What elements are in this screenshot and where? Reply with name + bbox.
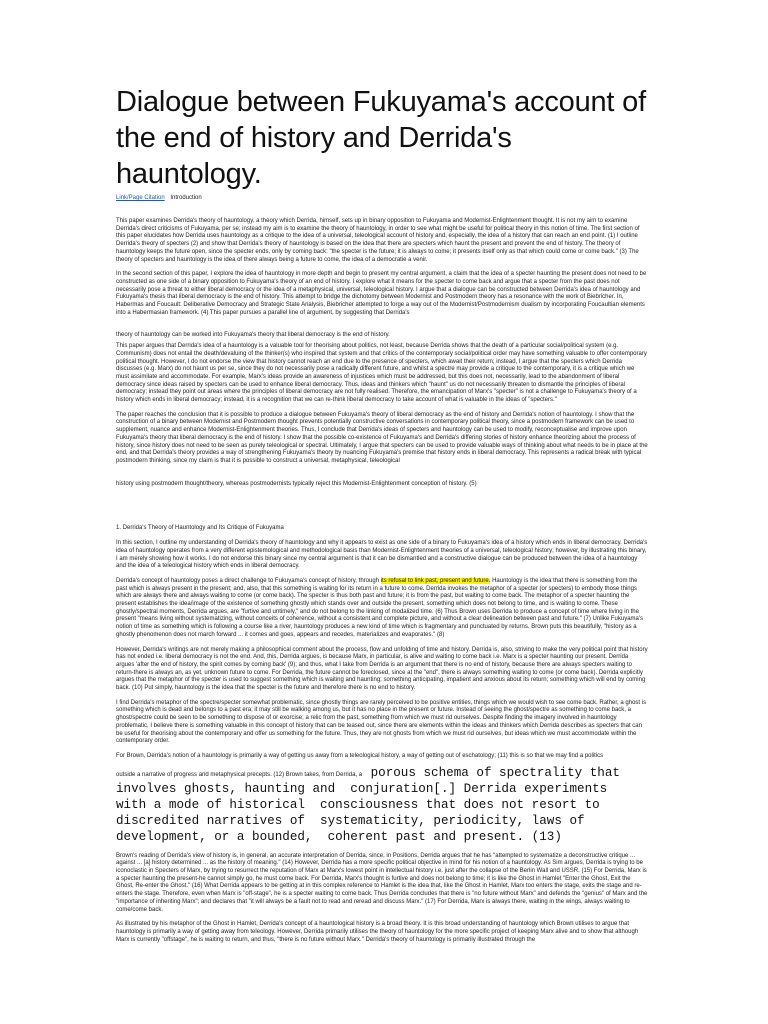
link-page-citation[interactable]: Link/Page Citation xyxy=(116,195,165,201)
paragraph: history using postmodern thought/theory, whereas postmodernists typically reject this Modernist-Enlightenment conception of history. (5) xyxy=(116,480,477,487)
paragraph: theory of hauntology can be worked into Fukuyama's theory that liberal democracy is the end of history. xyxy=(116,332,390,339)
document-body xyxy=(116,84,648,951)
paragraph: I find Derrida's metaphor of the spectre/specter somewhat problematic, since ghostly things are rarely perceived to be positive entities, things which we would wish to see come back. Rather, a ghost is something which is dead and belongs to a past era; it may still be walking among us, but it has no place in the present or future. Instead of seeing the ghost/spectre as something to come back, a ghost/spectre could be seen to be something to dispose of or exorcise; a relic from the past, something from which we must rid ourselves. Despite finding the imagery involved in hauntology problematic, I believe there is something valuable in this concept of history that can be teased out, since there are elements within the ideas and thinkers which Derrida describes as specters that can be useful for theorising about the contemporary and offer us something for the future. Thus, they are not ghosts from which we must rid ourselves, but ideas which we must accommodate within the contemporary order. xyxy=(116,699,647,745)
page-title: Dialogue between Fukuyama's account of the end of history and Derrida's hauntology. xyxy=(116,86,646,190)
paragraph: This paper argues that Derrida's idea of a hauntology is a valuable tool for theorising about politics, not least, because Derrida shows that the death of a particular social/political system (e.g. Communism) does not entail the death/devaluing of the thinker(s) who inspired that system and that critics of the contemporary social/political order may have something valuable to offer contemporary political thought. However, I do not endorse the view that history cannot reach an end due to the presence of specters, which await their return; instead, I argue that the specters which Derrida discusses (e.g. Marx) do not haunt us per se, since they do not necessarily pose a radically different future, and whilst a spectre may provide a critique to the contemporary, it is a critique which we must assimilate and accommodate. For example, Marx's ideas provide an awareness of injustices which must be addressed, but this does not, necessarily, lead to the abandonment of liberal democracy since ideas raised by specters can be used to enhance liberal democracy. Thus, ideas and thinkers which "haunt" us do not necessarily threaten to dismantle the principles of liberal democracy; instead they point out areas where the principles of liberal democracy are not fully realised. Therefore, the emancipation of Marx's "specter" is not a challenge to Fukuyama's theory of a history which ends in liberal democracy; instead, it is a recognition that we can re-think liberal democracy to take account of what is valuable in the ideas of "specters." xyxy=(116,343,647,404)
paragraph: Brown's reading of Derrida's view of history is, in general, an accurate interpretation of Derrida, since, in Positions, Derrida argues that he has "attempted to systematize a deconstructive critique ... against ... [a] history determined ... as the history of meaning." (14) However, Derrida has a more specific political objective in mind for his notion of a hauntology. As Sim argues, Derrida is trying to be iconoclastic in Specters of Marx, by trying to resurrect the reputation of Marx at Marx's lowest point in intellectual history i.e. just after the collapse of the Berlin Wall and USSR. (15) For Derrida, Marx is a specter haunting the present-he cannot simply go, he must come back. For Derrida, Marx's thought is furtive and does not belong to time; it is like the Ghost in Hamlet "Enter the Ghost, Exit the Ghost, Re-enter the Ghost." (16) What Derrida appears to be getting at in this complex reference to Hamlet is the idea that, like the Ghost in Hamlet, Marx too enters the stage, exits the stage and re-enters the stage. Therefore, even when Marx is "off-stage", he is a specter waiting to come back. Thus Derrida concludes that there is "no future without Marx" and defends the "genius" of Marx and the "importance of inheriting Marx"; and declares that "it will always be a fault not to read and reread and discuss Marx." (17) For Derrida, Marx is always there, waiting in the wings, always waiting to come/come back. xyxy=(116,852,648,913)
paragraph: The paper reaches the conclusion that it is possible to produce a dialogue between Fukuyama's theory of liberal democracy as the end of history and Derrida's notion of hauntology. I show that the construction of a binary between Modernist and Postmodern thought prevents potentially constructive conversations in contemporary political theory, since a postmodern framework can be used to supplement, nuance and enhance Modernist-Enlightenment theories. Thus, I conclude that Derrida's ideas of specters and hauntology can be used to modify, reconceptualise and improve upon Fukuyama's theory that liberal democracy is the end of history. I show that the possible co-existence of Fukuyama's and Derrida's differing stories of history enhance theorizing about the process of history, since history does not need to be seen as purely teleological or spectral. Ultimately, I argue that specters can be used to provide valuable ways of thinking about what needs to be in place at the end, and that Derrida's theory provides a way of strengthening Fukuyama's theory by nuancing Fukuyama's premise that history ends in liberal democracy. This represents a radical break with typical postmodern thinking, since my claim is that it is possible to construct a universal, metaphysical, teleological xyxy=(116,411,648,464)
quote-body: involves ghosts, haunting and conjuration[.] Derrida experiments with a mode of historical consciousness that does not resort to discredited narratives of systematicity, periodicity, laws of development, or a bounded, coherent past and present. (13) xyxy=(116,781,608,844)
quote-first-line: porous schema of spectrality that xyxy=(370,765,620,780)
paragraph: However, Derrida's writings are not merely making a philosophical comment about the process, flow and unfolding of time and history. Derrida is, also, striving to make the very political point that history has not ended i.e. liberal democracy is not the end. And, this, Derrida argues, is because Marx, in particular, is alive and waiting to come back i.e. Marx is a specter haunting our present. Derrida argues 'after the end of history, the spirit comes by coming back' (9); and thus, what I take from Derrida is an argument that there is no end of history, because there are always specters waiting to return-there is always an, as yet, unknown future to come. For Derrida, the future cannot be foreclosed, since at the "end", there is always something waiting to come (or come back). Derrida explicitly argues that the metaphor of the specter is used to suggest something which is waiting and haunting; something anticipating, impatient and anxious about its return; something which will end by coming back. (10) Put simply, hauntology is the idea that the specter is the future and therefore there is no end to history. xyxy=(116,646,648,692)
paragraph-with-highlight xyxy=(116,578,648,640)
paragraph-text: Derrida's concept of hauntology poses a direct challenge to Fukuyama's concept of history, through xyxy=(116,577,381,584)
paragraph: For Brown, Derrida's notion of a hauntology is primarily a way of getting us away from a teleological history, a way of getting out of eschatology; (11) this is so that we may find a politics xyxy=(116,752,604,759)
paragraph: This paper examines Derrida's theory of hauntology, a theory which Derrida, himself, sets up in binary opposition to Fukuyama and Modernist-Enlightenment thought. It is not my aim to examine Derrida's direct criticisms of Fukuyama, per se; instead my aim is to examine the theory of hauntology, in order to see what might be useful for political theory in this notion of time. The first section of this paper elucidates how Derrida uses hauntology as a critique to the idea of a universal, teleological account of history and, especially, the idea of a history that can reach an end point. (1) I outline Derrida's theory of specters (2) and show that Derrida's theory of hauntology is based on the idea that there are specters which haunt the present and prevent the end of history. The theory of hauntology keeps the future open, since the specter ends, only by coming back: "the specter is the future; it is always to come; it presents itself only as that which could come or come back." (3) The theory of specters and hauntology is the idea of there always being a future to come, the idea of a democratie a venir. xyxy=(116,218,640,263)
citation-line xyxy=(116,194,648,202)
paragraph: In this section, I outline my understanding of Derrida's theory of hauntology and why it appears to exist as one side of a binary to Fukuyama's idea of a history which ends in liberal democracy. Derrida's idea of hauntology operates from a very different epistemological and methodological basis than Modernist-Enlightenment theories of a universal, teleological history; however, by illustrating this binary, I am merely showing how it works. I do not endorse this binary since my central argument is that it can be dismantled and a constructive dialogue can be produced between the idea of a hauntology and the idea of a teleological history which ends in liberal democracy. xyxy=(116,540,648,570)
section-label: Introduction xyxy=(170,195,202,201)
section-heading: 1. Derrida's Theory of Hauntology and Its Critique of Fukuyama xyxy=(116,525,284,532)
paragraph: In the second section of this paper, I explore the idea of hauntology in more depth and begin to present my central argument, a claim that the idea of a specter haunting the present does not need to be constructed as one side of a binary opposition to Fukuyama's theory of an end of history. I explore what it means for the specter to come back and argue that a specter from the past does not necessarily pose a threat to either liberal democracy or the idea of a metaphysical, universal, teleological history. I argue that a dialogue can be constructed between Derrida's idea of hauntology and Fukuyama's thesis that liberal democracy is the end of history. This attempt to bridge the dichotomy between Modernist and Postmodern theory has a resonance with the work of Biebricher. In, Habermas and Foucault: Deliberative Democracy and Strategic State Analysis, Biebricher attempted to forge a way out of the Modernist/Postmodernism dualism by incorporating Foucaultian elements into a Habermasian framework. (4) This paper pursues a parallel line of argument, by suggesting that Derrida's xyxy=(116,271,647,316)
block-quote xyxy=(116,763,648,845)
highlighted-text: its refusal to link past, present and future. xyxy=(380,577,491,584)
paragraph: As illustrated by his metaphor of the Ghost in Hamlet, Derrida's concept of a hauntological history is a broad theory. It is this broad understanding of hauntology which Brown utilises to argue that hauntology is primarily a way of getting away from teleology. However, Derrida primarily utilises the theory of hauntology for the more specific project of keeping Marx alive and to show that although Marx is currently "offstage", he is waiting to return, and thus, "there is no future without Marx." Derrida's theory of hauntology is primarily illustrated through the xyxy=(116,921,639,943)
paragraph-text: Hauntology is the idea that there is something from the past which is always present in the present; and, also, that this something is waiting for its return in a future to come. Derrida invokes the metaphor of a specter (or specters) to embody those things which are always there and always waiting to come (or come back). The specter is thus both past and future; it is from the past, but waiting to come back. The metaphor of a specter haunting the present establishes the idea/image of the existence of something ghostly which stands over and outside the present, something which does not belong to time, and is waiting to come. These ghostly/spectral moments, Derrida argues, are "furtive and untimely," and do not belong to the linking of modalized time. (6) Thus Brown uses Derrida to produce a concept of time where living in the present "means living without systematizing, without conceits of coherence, without a consistent and complete picture, and without a clear delineation between past and future." (7) Unlike Fukuyama's notion of time as something which is following a course like a river, hauntology produces a new kind of time which is fragmentary and punctuated by returns. Brown puts this beautifully, "history as a ghostly phenomenon does not march forward ... it comes and goes, appears and recedes, materializes and evaporates." (8) xyxy=(116,577,644,638)
quote-lead-in: outside a narrative of progress and metaphysical precepts. (12) Brown takes, from Derrida, a xyxy=(116,771,363,778)
